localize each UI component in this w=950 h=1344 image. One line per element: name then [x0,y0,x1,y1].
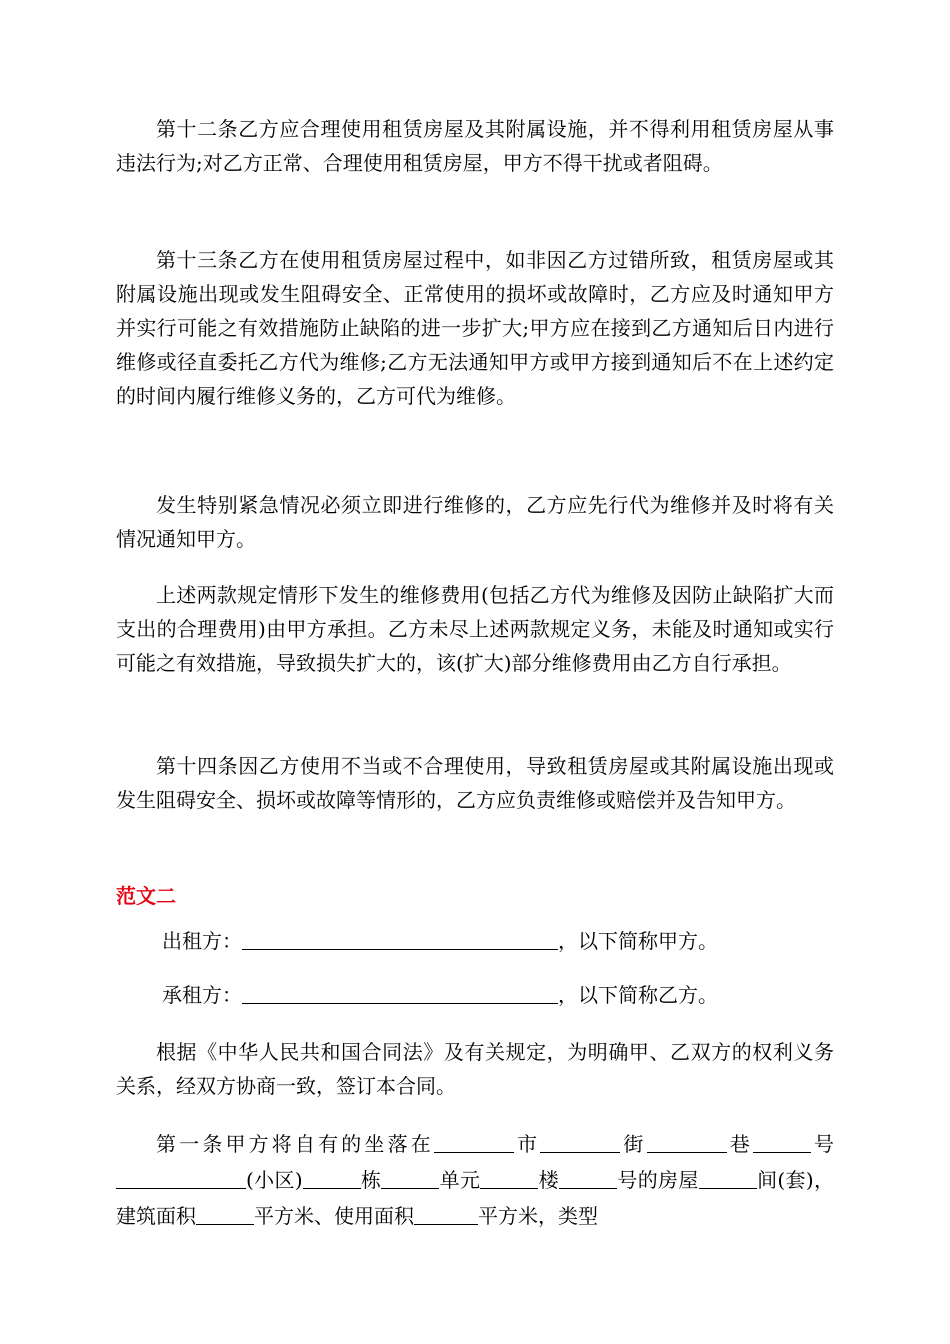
article1-text-3: 街 [620,1132,647,1156]
blank-building-area [196,1202,254,1225]
article1-text-4: 巷 [726,1132,753,1156]
paragraph-article-12: 第十二条乙方应合理使用租赁房屋及其附属设施，并不得利用租赁房屋从事违法行为;对乙方正常、合理使用租赁房屋，甲方不得干扰或者阻碍。 [116,117,834,175]
lessor-label: 出租方： [162,929,242,953]
lessee-suffix: ，以下简称乙方。 [558,983,718,1007]
lessee-blank [242,981,558,1004]
blank-city [434,1130,514,1153]
blank-lane [647,1130,727,1153]
blank-number [753,1130,811,1153]
paragraph-article-13: 第十三条乙方在使用租赁房屋过程中，如非因乙方过错所致，租赁房屋或其附属设施出现或发生阻碍安全、正常使用的损坏或故障时，乙方应及时通知甲方并实行可能之有效措施防止缺陷的进一步扩大;甲方应在接到乙方通知后日内进行维修或径直委托乙方代为维修;乙方无法通知甲方或甲方接到通知后不在上述约定的时间内履行维修义务的，乙方可代为维修。 [116,248,834,408]
article1-text-13: 平方米，类型 [478,1204,598,1228]
article1-text-10: 号的房屋 [617,1168,699,1192]
paragraph-emergency-repair: 发生特别紧急情况必须立即进行维修的，乙方应先行代为维修并及时将有关情况通知甲方。 [116,493,834,551]
paragraph-repair-costs: 上述两款规定情形下发生的维修费用(包括乙方代为维修及因防止缺陷扩大而支出的合理费用)由甲方承担。乙方未尽上述两款规定义务，未能及时通知或实行可能之有效措施，导致损失扩大的，该(扩大)部分维修费用由乙方自行承担。 [116,583,834,675]
blank-room-number [559,1166,617,1189]
article1-text-2: 市 [513,1132,541,1156]
article1-text-11: 间(套)，建筑面积 [116,1168,835,1228]
paragraph-article-14: 第十四条因乙方使用不当或不合理使用，导致租赁房屋或其附属设施出现或发生阻碍安全、损坏或故障等情形的，乙方应负责维修或赔偿并及告知甲方。 [116,754,834,812]
article1-text-12: 平方米、使用面积 [254,1204,414,1228]
lessor-line [116,924,834,958]
article1-text-5: 号 [810,1132,835,1156]
article1-text-6: (小区) [246,1168,303,1192]
section-title: 范文二 [116,884,176,908]
blank-street [540,1130,620,1153]
lessee-line [116,978,834,1012]
blank-community [116,1166,246,1189]
article1-text-1: 第一条甲方将自有的坐落在 [156,1132,434,1156]
blank-unit [381,1166,439,1189]
blank-room-count [699,1166,757,1189]
lessor-suffix: ，以下简称甲方。 [558,929,718,953]
paragraph-article-1 [116,1126,834,1234]
lessor-blank [242,927,558,950]
blank-building [303,1166,361,1189]
paragraph-intro: 根据《中华人民共和国合同法》及有关规定，为明确甲、乙双方的权利义务关系，经双方协商一致，签订本合同。 [116,1040,834,1098]
article1-text-7: 栋 [360,1168,382,1192]
blank-floor [480,1166,538,1189]
blank-usable-area [414,1202,478,1225]
article1-text-9: 楼 [538,1168,560,1192]
article1-text-8: 单元 [439,1168,481,1192]
lessee-label: 承租方： [162,983,242,1007]
